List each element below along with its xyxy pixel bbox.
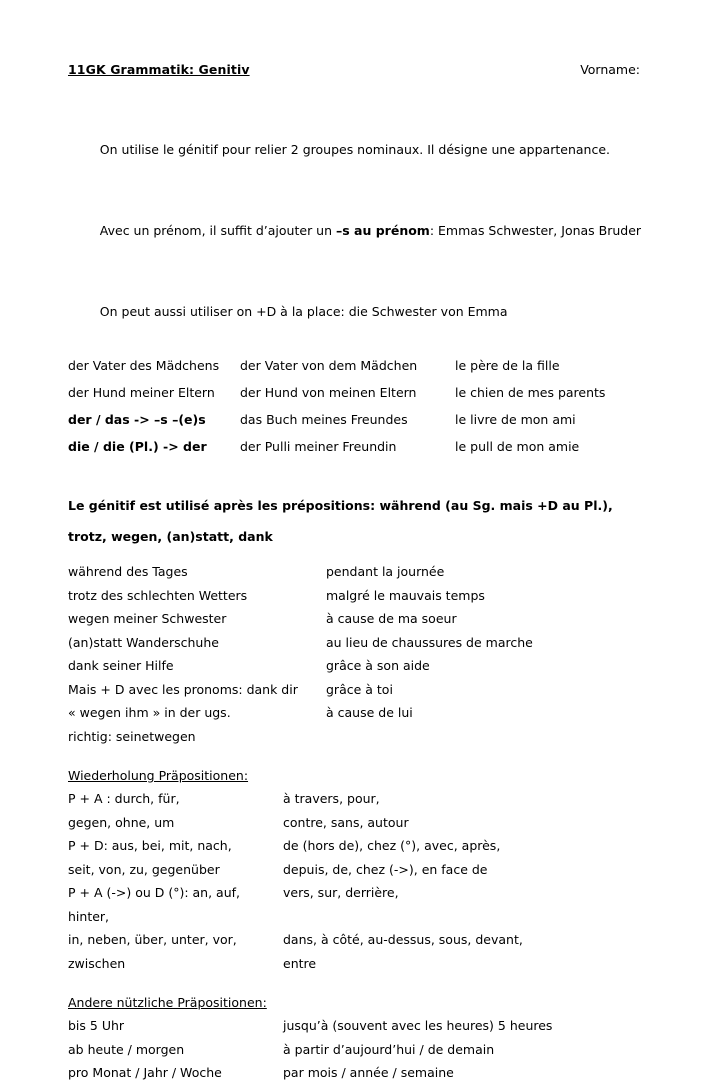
table-cell-german: der Hund meiner Eltern: [68, 385, 215, 400]
andere-table: [68, 1014, 668, 1085]
table-row: [68, 834, 668, 858]
table-cell-french: à cause de ma soeur: [326, 611, 457, 626]
table-cell-french: contre, sans, autour: [283, 814, 409, 830]
intro-line-3: [68, 271, 668, 352]
prepositions-heading: Le génitif est utilisé après les prépositions: während (au Sg. mais +D au Pl.), trotz, wegen, (an)statt, dank: [68, 498, 613, 544]
table-row: [68, 654, 668, 678]
intro-line-1-text: On utilise le génitif pour relier 2 groupes nominaux. Il désigne une appartenance.: [99, 142, 610, 157]
table-cell-french: à cause de lui: [326, 705, 413, 720]
table-cell-german: P + A : durch, für,: [68, 791, 180, 806]
table-cell-french: au lieu de chaussures de marche: [326, 634, 533, 650]
table-cell-german: « wegen ihm » in der ugs.: [68, 705, 231, 720]
table-cell-french: [326, 725, 646, 749]
spacer: [68, 748, 668, 764]
table-cell-alternative: der Vater von dem Mädchen: [240, 358, 418, 373]
intro-paragraphs: [68, 109, 668, 352]
table-row: [68, 433, 668, 460]
table-cell-german: in, neben, über, unter, vor,: [68, 932, 237, 947]
wiederholung-table: [68, 787, 668, 975]
section-title-wiederholung: Wiederholung Präpositionen:: [68, 768, 249, 783]
table-row: [68, 787, 668, 811]
table-row: [68, 560, 668, 584]
table-cell-german: die / die (Pl.) -> der: [68, 439, 207, 454]
table-row: [68, 881, 668, 928]
table-cell-german: P + A (->) ou D (°): an, auf, hinter,: [68, 885, 241, 924]
table-cell-french: à partir d’aujourd’hui / de demain: [283, 1041, 495, 1057]
page-title: 11GK Grammatik: Genitiv: [68, 62, 250, 77]
section-title-andere: Andere nützliche Präpositionen:: [68, 995, 267, 1010]
genitiv-examples-table: [68, 352, 668, 460]
table-cell-french: le pull de mon amie: [455, 439, 580, 454]
table-row: [68, 631, 668, 655]
table-row: [68, 928, 668, 952]
table-cell-alternative: der Hund von meinen Eltern: [240, 385, 417, 400]
table-cell-german: (an)statt Wanderschuhe: [68, 634, 219, 650]
table-cell-french: grâce à toi: [326, 681, 393, 697]
table-cell-french: entre: [283, 955, 317, 971]
table-cell-alternative: der Pulli meiner Freundin: [240, 439, 397, 454]
prepositions-examples-table: [68, 560, 668, 748]
table-row: [68, 379, 668, 406]
intro-line-2-text-bold: –s au prénom: [336, 223, 430, 238]
table-cell-french: malgré le mauvais temps: [326, 587, 485, 603]
table-cell-german: trotz des schlechten Wetters: [68, 587, 248, 603]
table-cell-german: dank seiner Hilfe: [68, 658, 174, 673]
table-cell-french: de (hors de), chez (°), avec, après,: [283, 838, 501, 853]
intro-line-3-text: On peut aussi utiliser on +D à la place: die Schwester von Emma: [99, 304, 508, 319]
table-cell-french: le père de la fille: [455, 358, 560, 373]
table-row: [68, 811, 668, 835]
table-cell-german: der Vater des Mädchens: [68, 358, 220, 373]
table-cell-french: vers, sur, derrière,: [283, 885, 399, 900]
table-row: [68, 406, 668, 433]
vorname-label: Vorname:: [580, 62, 640, 77]
table-cell-german: bis 5 Uhr: [68, 1018, 125, 1033]
table-cell-french: dans, à côté, au-dessus, sous, devant,: [283, 932, 523, 947]
document-content: [68, 62, 668, 1085]
table-cell-french: le livre de mon ami: [455, 412, 576, 427]
intro-line-2-text-b: : Emmas Schwester, Jonas Bruder: [429, 223, 642, 238]
document-header: [68, 62, 640, 77]
table-cell-french: à travers, pour,: [283, 791, 380, 806]
intro-line-1: [68, 109, 668, 190]
table-cell-french: grâce à son aide: [326, 658, 430, 673]
table-row: [68, 584, 668, 608]
table-row: [68, 701, 668, 725]
table-cell-french: le chien de mes parents: [455, 385, 606, 400]
table-cell-german: zwischen: [68, 955, 126, 971]
table-cell-german: P + D: aus, bei, mit, nach,: [68, 838, 232, 853]
spacer: [68, 460, 668, 490]
table-cell-german: pro Monat / Jahr / Woche: [68, 1065, 222, 1080]
table-row: [68, 607, 668, 631]
table-cell-german: richtig: seinetwegen: [68, 728, 196, 744]
table-cell-french: depuis, de, chez (->), en face de: [283, 861, 488, 877]
table-cell-german: ab heute / morgen: [68, 1041, 185, 1057]
table-row: [68, 952, 668, 976]
table-row: [68, 1014, 668, 1038]
table-cell-german: wegen meiner Schwester: [68, 611, 227, 626]
table-row: [68, 1038, 668, 1062]
table-cell-german: seit, von, zu, gegenüber: [68, 861, 220, 877]
table-cell-french: pendant la journée: [326, 564, 445, 579]
table-row: [68, 678, 668, 702]
table-cell-french: jusqu’à (souvent avec les heures) 5 heures: [283, 1018, 553, 1033]
intro-line-2: [68, 190, 668, 271]
spacer: [68, 975, 668, 991]
table-cell-alternative: das Buch meines Freundes: [240, 412, 408, 427]
intro-line-2-text-a: Avec un prénom, il suffit d’ajouter un: [99, 223, 336, 238]
table-row: [68, 352, 668, 379]
table-cell-german: gegen, ohne, um: [68, 814, 175, 830]
table-row: [68, 725, 668, 749]
table-cell-french: par mois / année / semaine: [283, 1065, 454, 1080]
spacer: [68, 552, 668, 560]
table-row: [68, 1061, 668, 1085]
table-cell-german: während des Tages: [68, 564, 188, 579]
table-cell-german: Mais + D avec les pronoms: dank dir: [68, 681, 298, 697]
table-row: [68, 858, 668, 882]
table-cell-german: der / das -> –s –(e)s: [68, 412, 206, 427]
